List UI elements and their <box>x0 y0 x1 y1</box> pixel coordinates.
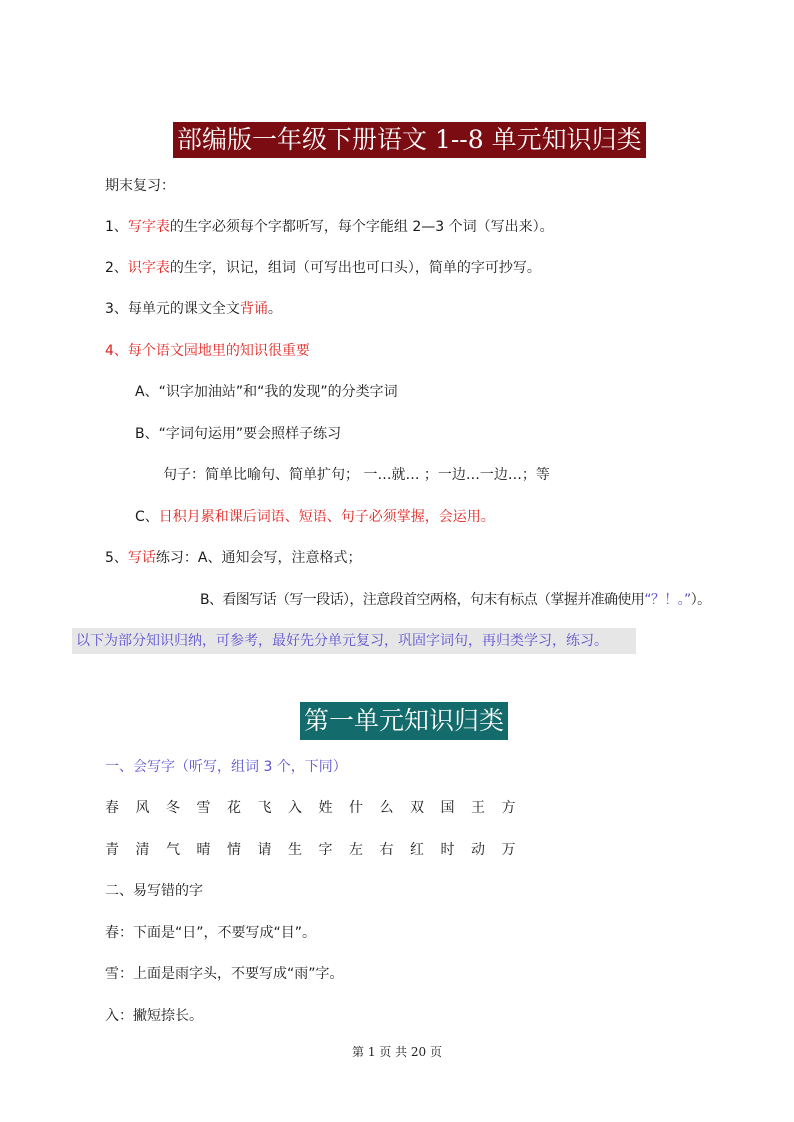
review-item-3: 3、每单元的课文全文背诵。 <box>105 301 282 317</box>
review-item-2: 2、识字表的生字，识记，组词（可写出也可口头），简单的字可抄写。 <box>105 260 541 276</box>
review-item-1: 1、写字表的生字必须每个字都听写，每个字能组 2—3 个词（写出来）。 <box>105 219 554 235</box>
char-row-1: 春 风 冬 雪 花 飞 入 姓 什 么 双 国 王 方 <box>105 800 516 816</box>
review-item-4b-sentence: 句子：简单比喻句、简单扩句； 一…就… ；一边…一边…；等 <box>163 467 550 483</box>
unit1-title: 第一单元知识归类 <box>300 702 508 740</box>
error-char-3: 入：撇短捺长。 <box>105 1008 203 1024</box>
highlight-text: 识字表 <box>127 260 170 276</box>
review-heading: 期末复习： <box>105 178 175 194</box>
char-row-2: 青 清 气 晴 情 请 生 字 左 右 红 时 动 万 <box>105 842 516 858</box>
unit1-section-2: 二、易写错的字 <box>105 883 203 899</box>
unit1-section-1: 一、会写字（听写，组词 3 个，下同） <box>105 759 347 775</box>
highlight-text: 写字表 <box>127 219 170 235</box>
error-char-2: 雪：上面是雨字头，不要写成“雨”字。 <box>105 966 344 982</box>
review-item-5b: B、看图写话（写一段话），注意段首空两格，句末有标点（掌握并准确使用“？！。”）。 <box>200 592 711 608</box>
review-item-4a: A、“识字加油站”和“我的发现”的分类字词 <box>135 384 398 400</box>
error-char-1: 春：下面是“日”，不要写成“目”。 <box>105 925 317 941</box>
highlight-text: 背诵 <box>239 301 268 317</box>
review-item-4c: C、日积月累和课后词语、短语、句子必须掌握，会运用。 <box>135 509 495 525</box>
highlight-text: 日积月累和课后词语、短语、句子必须掌握，会运用。 <box>158 509 495 525</box>
page-footer: 第 1 页 共 20 页 <box>352 1045 442 1059</box>
highlight-text: “？！。” <box>644 592 691 608</box>
review-item-4: 4、每个语文园地里的知识很重要 <box>105 343 310 359</box>
review-item-4b: B、“字词句运用”要会照样子练习 <box>135 426 342 442</box>
review-item-5: 5、写话练习：A、通知会写，注意格式； <box>105 550 362 566</box>
document-title: 部编版一年级下册语文 1--8 单元知识归类 <box>173 122 646 158</box>
note-banner: 以下为部分知识归纳，可参考，最好先分单元复习，巩固字词句，再归类学习，练习。 <box>72 628 636 654</box>
highlight-text: 写话 <box>127 550 156 566</box>
